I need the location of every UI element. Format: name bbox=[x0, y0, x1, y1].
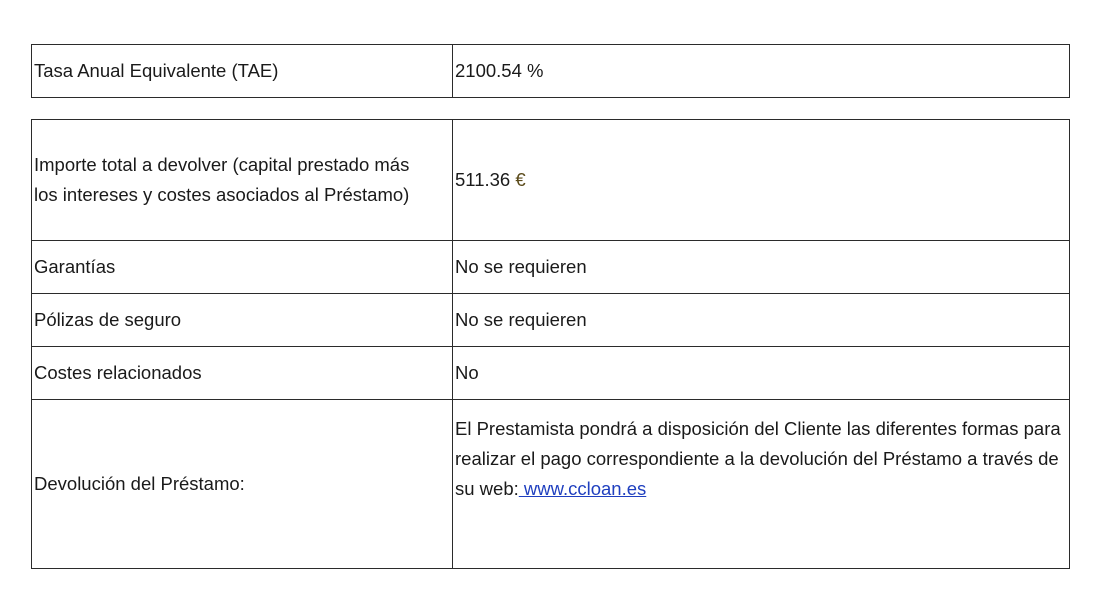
table-row bbox=[32, 294, 1070, 347]
importe-label-text: Importe total a devolver (capital prestado más los intereses y costes asociados al Préstamo) bbox=[34, 154, 410, 205]
table-row bbox=[32, 400, 1070, 569]
devolucion-label: Devolución del Préstamo: bbox=[32, 400, 453, 569]
table-row bbox=[32, 120, 1070, 241]
table-row bbox=[32, 45, 1070, 98]
garantias-value: No se requieren bbox=[453, 241, 1070, 294]
polizas-value: No se requieren bbox=[453, 294, 1070, 347]
devolucion-text: El Prestamista pondrá a disposición del Cliente las diferentes formas para realizar el pago correspondiente a la devolución del Préstamo a través de su web: bbox=[455, 418, 1061, 499]
devolucion-value bbox=[453, 400, 1070, 569]
tae-label: Tasa Anual Equivalente (TAE) bbox=[32, 45, 453, 98]
polizas-label: Pólizas de seguro bbox=[32, 294, 453, 347]
garantias-label: Garantías bbox=[32, 241, 453, 294]
importe-label bbox=[32, 120, 453, 241]
table-row bbox=[32, 347, 1070, 400]
loan-details-table bbox=[31, 119, 1070, 569]
website-link[interactable]: www.ccloan.es bbox=[518, 478, 647, 499]
importe-value bbox=[453, 120, 1070, 241]
currency-symbol: € bbox=[515, 169, 526, 190]
costes-label: Costes relacionados bbox=[32, 347, 453, 400]
tae-value: 2100.54 % bbox=[453, 45, 1070, 98]
costes-value: No bbox=[453, 347, 1070, 400]
table-row bbox=[32, 241, 1070, 294]
importe-amount: 511.36 bbox=[455, 169, 511, 190]
tae-table bbox=[31, 44, 1070, 98]
